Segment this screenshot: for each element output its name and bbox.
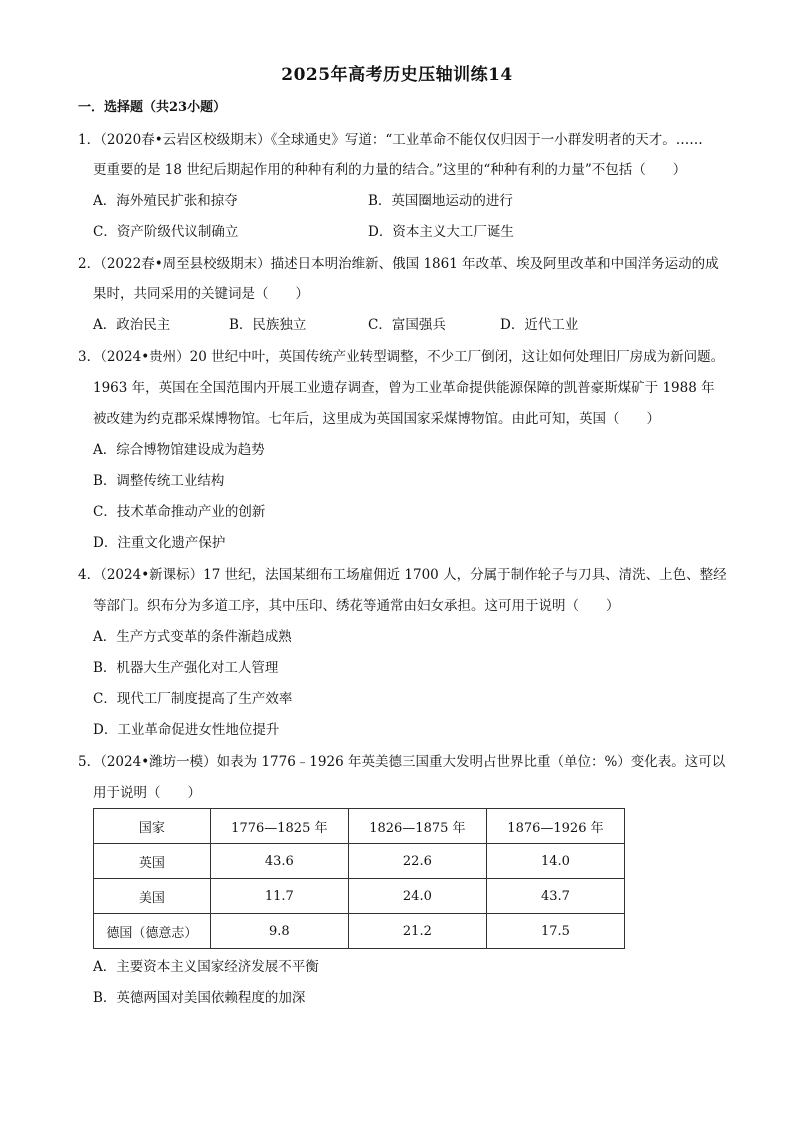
table-cell: 22.6	[348, 844, 486, 879]
question-1-line-2: 更重要的是 18 世纪后期起作用的种种有利的力量的结合。”这里的“种种有利的力量”不包括（ ）	[93, 162, 687, 178]
table-cell: 21.2	[348, 914, 486, 949]
question-3-option-a: A．综合博物馆建设成为趋势	[93, 442, 265, 458]
page-title: 2025年高考历史压轴训练14	[281, 65, 513, 85]
question-4-line-2: 等部门。织布分为多道工序，其中压印、绣花等通常由妇女承担。这可用于说明（ ）	[93, 598, 620, 614]
table-cell: 英国	[94, 844, 211, 879]
table-cell: 14.0	[486, 844, 624, 879]
question-4-option-c: C．现代工厂制度提高了生产效率	[93, 691, 293, 707]
table-row	[94, 914, 625, 949]
table-row	[94, 844, 625, 879]
question-1-option-a: A．海外殖民扩张和掠夺	[93, 193, 238, 209]
table-cell: 24.0	[348, 879, 486, 914]
table-cell: 17.5	[486, 914, 624, 949]
table-header-row	[94, 809, 625, 844]
table-cell: 43.7	[486, 879, 624, 914]
table-cell: 美国	[94, 879, 211, 914]
table-header-cell: 1826—1875 年	[348, 809, 486, 844]
question-3-line-3: 被改建为约克郡采煤博物馆。七年后，这里成为英国国家采煤博物馆。由此可知，英国（ ）	[93, 411, 660, 427]
question-3-line-1: 3．（2024•贵州）20 世纪中叶，英国传统产业转型调整，不少工厂倒闭，这让如何处理旧厂房成为新问题。	[78, 349, 725, 365]
table-header-cell: 国家	[94, 809, 211, 844]
question-3-line-2: 1963 年，英国在全国范围内开展工业遗存调查，曾为工业革命提供能源保障的凯普豪斯煤矿于 1988 年	[93, 380, 715, 396]
question-5-line-2: 用于说明（ ）	[93, 785, 201, 801]
question-3-option-d: D．注重文化遗产保护	[93, 535, 226, 551]
table-header-cell: 1776—1825 年	[210, 809, 348, 844]
question-4-option-b: B．机器大生产强化对工人管理	[93, 660, 279, 676]
question-4-option-d: D．工业革命促进女性地位提升	[93, 722, 280, 738]
question-1-line-1: 1．（2020春•云岩区校级期末）《全球通史》写道：“工业革命不能仅仅归因于一小群发明者的天才。……	[78, 132, 703, 148]
question-4-line-1: 4．（2024•新课标）17 世纪，法国某细布工场雇佣近 1700 人，分属于制作轮子与刀具、清洗、上色、整经	[78, 567, 727, 583]
question-2-line-1: 2．（2022春•周至县校级期末）描述日本明治维新、俄国 1861 年改革、埃及阿里改革和中国洋务运动的成	[78, 256, 719, 272]
question-1-option-d: D．资本主义大工厂诞生	[368, 224, 514, 240]
question-5-option-b: B．英德两国对美国依赖程度的加深	[93, 990, 306, 1006]
question-3-option-b: B．调整传统工业结构	[93, 473, 225, 489]
question-3-option-c: C．技术革命推动产业的创新	[93, 504, 266, 520]
question-5-line-1: 5．（2024•潍坊一模）如表为 1776﹣1926 年英美德三国重大发明占世界比重（单位：%）变化表。这可以	[78, 754, 726, 770]
question-2-option-d: D．近代工业	[500, 317, 579, 333]
inventions-table	[93, 808, 625, 949]
question-5-option-a: A．主要资本主义国家经济发展不平衡	[93, 959, 319, 975]
question-1-option-b: B．英国圈地运动的进行	[368, 193, 513, 209]
question-4-option-a: A．生产方式变革的条件渐趋成熟	[93, 629, 292, 645]
question-2-option-c: C．富国强兵	[368, 317, 446, 333]
table-row	[94, 879, 625, 914]
table-cell: 43.6	[210, 844, 348, 879]
question-1-option-c: C．资产阶级代议制确立	[93, 224, 239, 240]
question-2-option-b: B．民族独立	[229, 317, 307, 333]
table-cell: 9.8	[210, 914, 348, 949]
section-heading: 一．选择题（共23小题）	[78, 100, 227, 115]
table-header-cell: 1876—1926 年	[486, 809, 624, 844]
question-2-option-a: A．政治民主	[93, 317, 171, 333]
question-2-line-2: 果时，共同采用的关键词是（ ）	[93, 286, 309, 302]
table-cell: 德国（德意志）	[94, 914, 211, 949]
table-cell: 11.7	[210, 879, 348, 914]
